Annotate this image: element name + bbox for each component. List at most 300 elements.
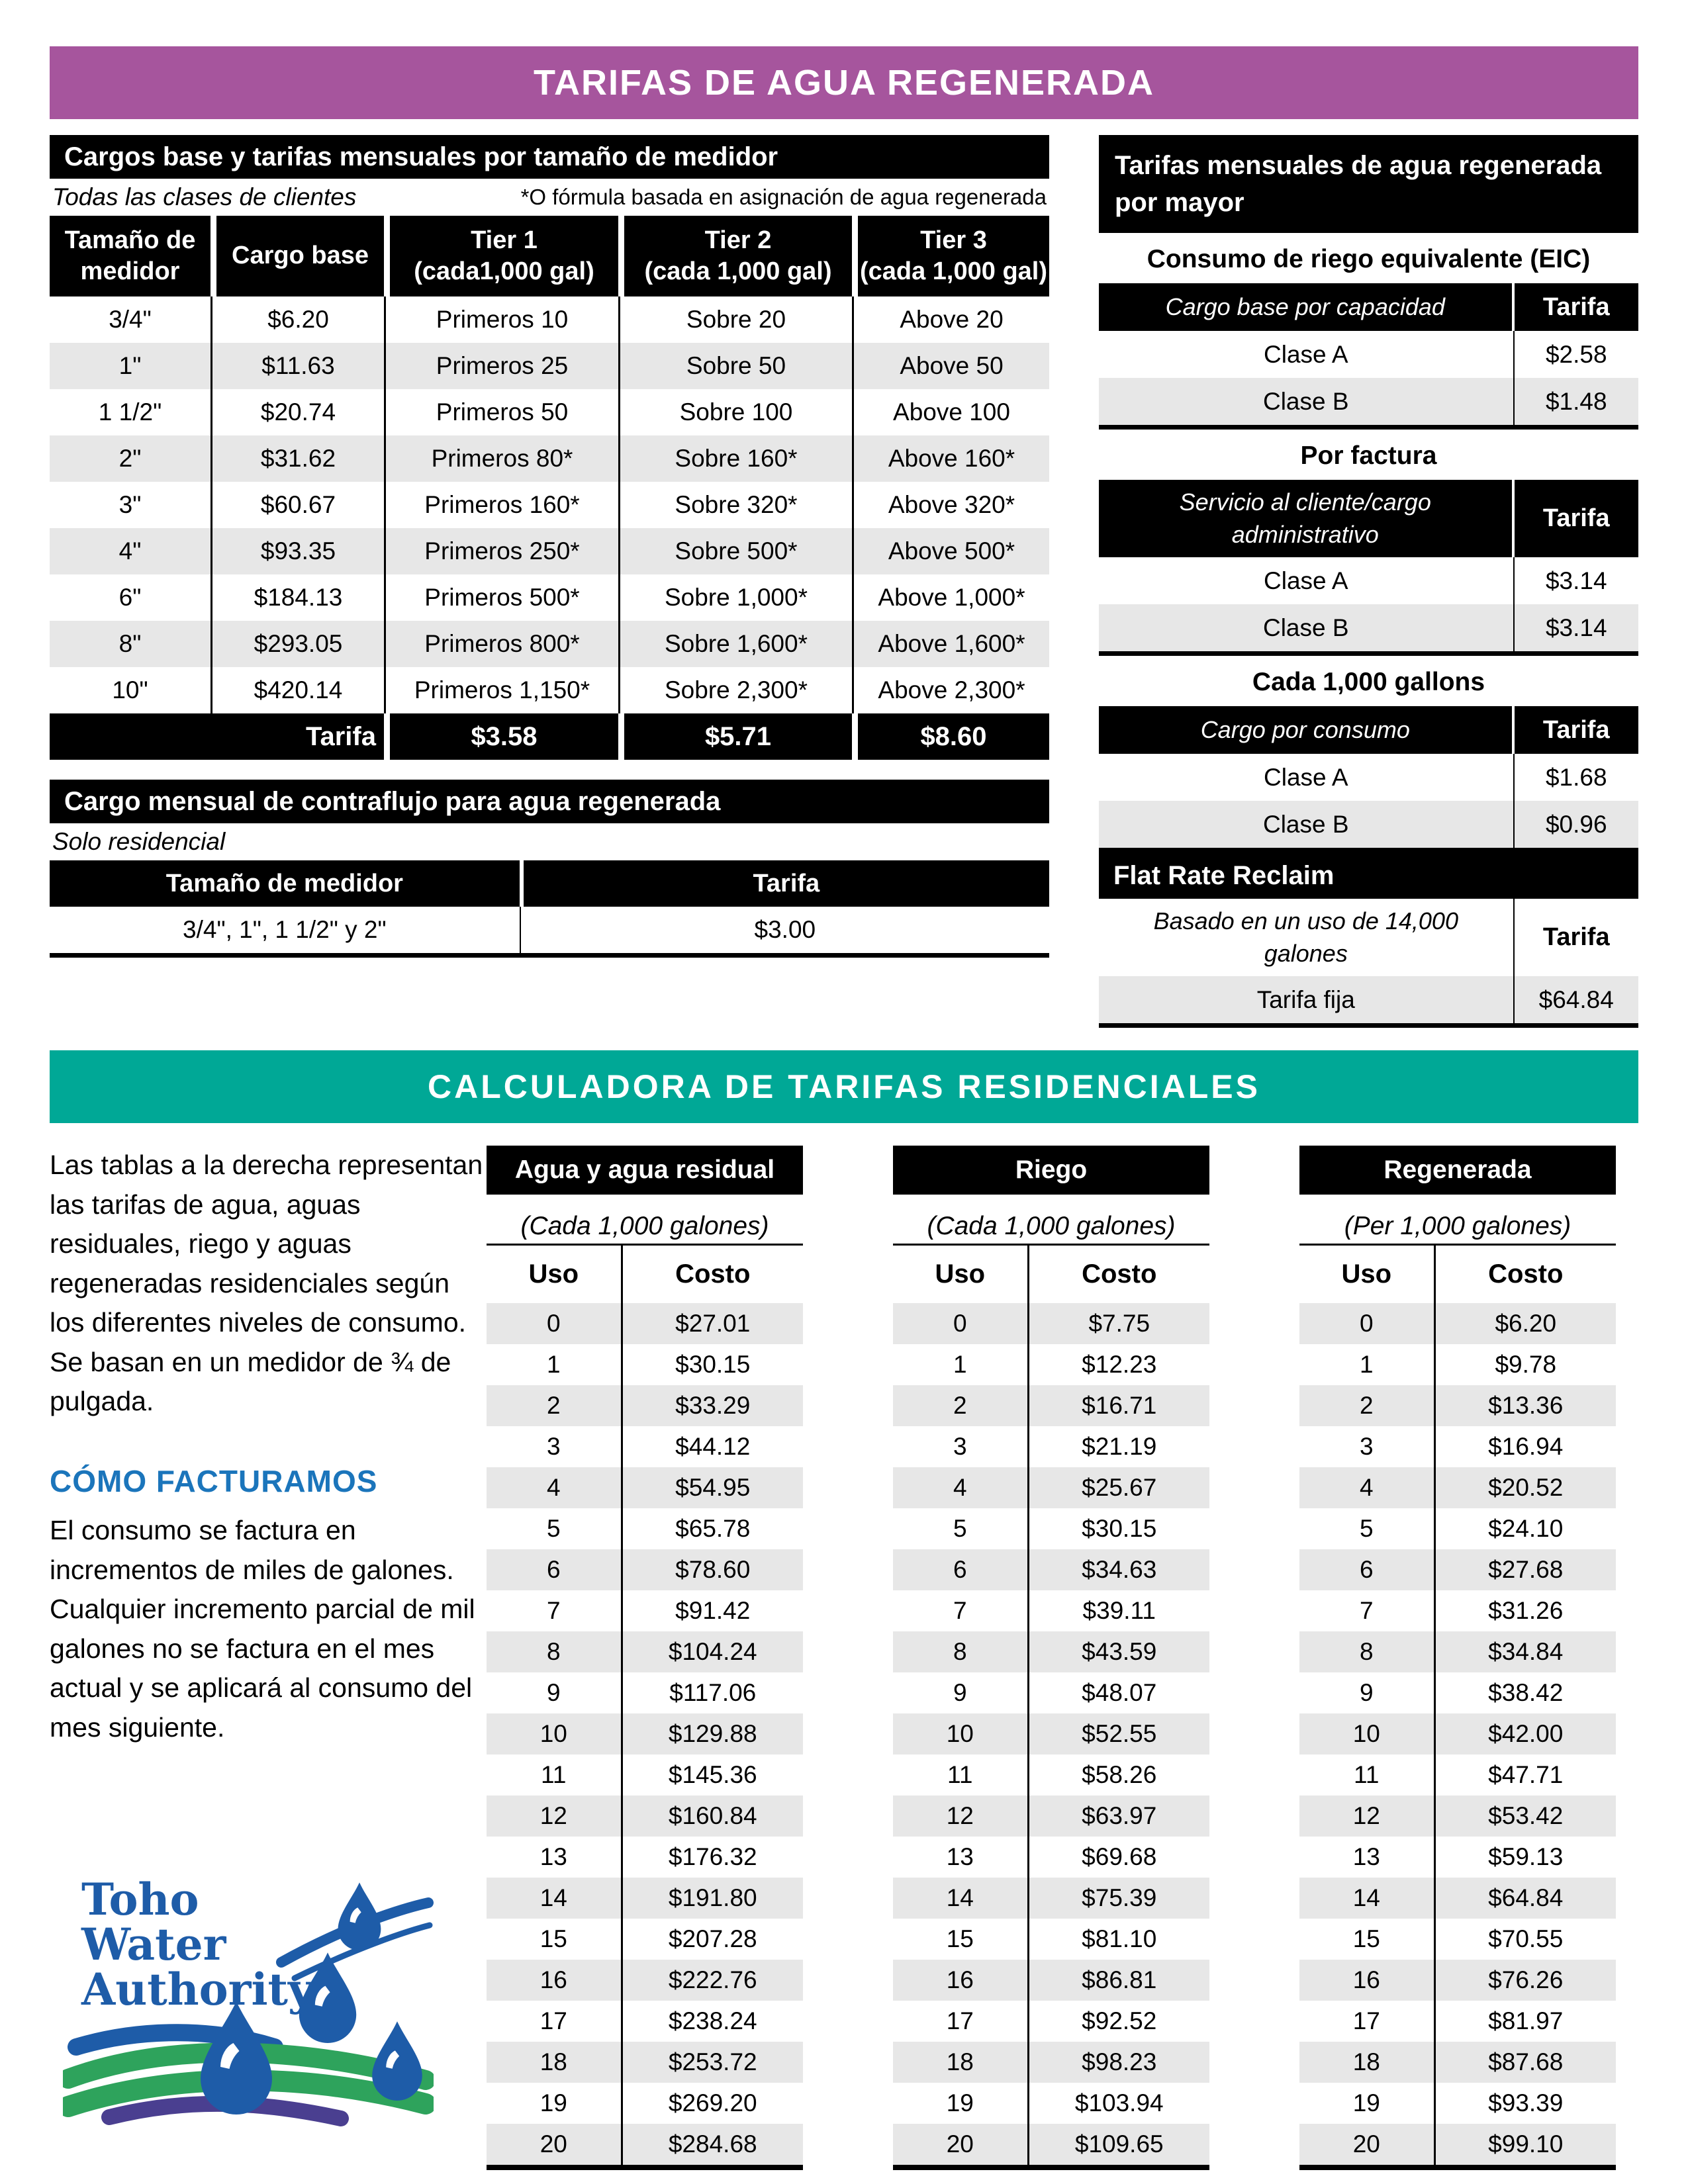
table-cell: Clase B (1099, 378, 1515, 425)
table-row (487, 1713, 803, 1754)
table-cell: 15 (487, 1919, 623, 1960)
table-cell: 1 (487, 1344, 623, 1385)
table-cell: 1" (118, 352, 142, 379)
table-row (893, 1467, 1209, 1508)
base-charges-notes (50, 179, 1049, 216)
table-row (50, 574, 1049, 621)
table-row (893, 1549, 1209, 1590)
table-row (487, 1590, 803, 1631)
table-cell: $87.68 (1488, 2048, 1564, 2076)
reclaimed-header-row: Uso Costo (1299, 1244, 1616, 1303)
table-cell: $269.20 (668, 2089, 757, 2117)
table-row (1299, 1385, 1616, 1426)
table-cell: Above 160* (852, 435, 1049, 482)
table-cell: Sobre 20 (618, 296, 852, 343)
table-cell: 2 (1299, 1385, 1436, 1426)
table-cell: $52.55 (1082, 1720, 1157, 1748)
table-cell: 5 (487, 1508, 623, 1549)
table-cell: 15 (893, 1919, 1029, 1960)
table-cell: $63.97 (1082, 1802, 1157, 1830)
table-cell: $53.42 (1488, 1802, 1564, 1830)
table-cell: $31.26 (1488, 1597, 1564, 1625)
table-cell: 19 (1299, 2083, 1436, 2124)
table-row (1299, 1631, 1616, 1672)
table-cell: $0.96 (1545, 810, 1607, 838)
table-row (893, 1303, 1209, 1344)
table-cell: 8 (487, 1631, 623, 1672)
table-cell: $98.23 (1082, 2048, 1157, 2076)
table-cell: Above 500* (852, 528, 1049, 574)
table-cell: $103.94 (1074, 2089, 1164, 2117)
table-cell: $420.14 (211, 667, 384, 713)
table-cell: 2" (118, 445, 142, 472)
table-cell: $16.71 (1082, 1392, 1157, 1420)
per-1000-gallons-table-body (1099, 754, 1638, 852)
table-cell: Primeros 10 (384, 296, 618, 343)
table-cell: 16 (1299, 1960, 1436, 2001)
water-wastewater-title: Agua y agua residual (487, 1146, 803, 1195)
table-row (1299, 2001, 1616, 2042)
table-row (50, 389, 1049, 435)
table-cell: $30.15 (675, 1351, 751, 1379)
page-title: TARIFAS DE AGUA REGENERADA (533, 63, 1155, 103)
table-cell: $39.11 (1082, 1597, 1156, 1625)
table-cell: $69.68 (1082, 1843, 1157, 1871)
footer-tarifa-label: Tarifa (306, 721, 376, 751)
table-row (893, 1919, 1209, 1960)
table-cell: $191.80 (668, 1884, 757, 1912)
reclaimed-title: Regenerada (1299, 1146, 1616, 1195)
table-cell: $76.26 (1488, 1966, 1564, 1994)
base-charges-header (50, 135, 1049, 179)
table-cell: 3/4", 1", 1 1/2" y 2" (183, 916, 387, 943)
table-row (50, 907, 1049, 953)
table-cell: 1 (1299, 1344, 1436, 1385)
table-row (893, 2042, 1209, 2083)
table-cell: 13 (1299, 1837, 1436, 1878)
table-row (893, 1590, 1209, 1631)
table-cell: $78.60 (675, 1556, 751, 1584)
note-formula: *O fórmula basada en asignación de agua regenerada (520, 185, 1047, 209)
backflow-note-row (50, 823, 1049, 860)
calculator-banner-label: CALCULADORA DE TARIFAS RESIDENCIALES (428, 1068, 1260, 1106)
table-cell: 1 1/2" (98, 398, 162, 426)
table-cell: $109.65 (1074, 2130, 1164, 2158)
irrigation-body (893, 1303, 1209, 2170)
table-cell: $93.35 (211, 528, 384, 574)
table-cell: 10" (112, 676, 148, 704)
table-row (487, 1426, 803, 1467)
table-cell: $1.68 (1545, 763, 1607, 791)
table-cell: 20 (1299, 2124, 1436, 2165)
table-row (487, 1837, 803, 1878)
column-header-tier2: Tier 2 (cada 1,000 gal) (618, 216, 852, 296)
table-row (893, 1878, 1209, 1919)
table-row (50, 667, 1049, 713)
per-1000-gallons-section (1099, 668, 1638, 852)
wholesale-header: Tarifas mensuales de agua regenerada por mayor (1099, 135, 1638, 233)
table-cell: $48.07 (1082, 1679, 1157, 1707)
intro-paragraph: Las tablas a la derecha representan las tarifas de agua, aguas residuales, riego y aguas regeneradas residenciales según los diferentes niveles de consumo. Se basan en un medidor de ¾ de pulgada. (50, 1150, 483, 1416)
table-cell: 9 (487, 1672, 623, 1713)
table-cell: $21.19 (1082, 1433, 1157, 1461)
table-cell: $59.13 (1488, 1843, 1564, 1871)
table-cell: 11 (487, 1754, 623, 1796)
table-cell: $7.75 (1088, 1310, 1150, 1338)
table-row (893, 1837, 1209, 1878)
table-cell: 5 (893, 1508, 1029, 1549)
table-cell: 18 (893, 2042, 1029, 2083)
table-row (50, 482, 1049, 528)
table-cell: 3 (487, 1426, 623, 1467)
backflow-col-size: Tamaño de medidor (165, 869, 403, 897)
table-row (1299, 1754, 1616, 1796)
base-table-header-row (50, 216, 1049, 296)
table-cell: $27.68 (1488, 1556, 1564, 1584)
table-cell: Primeros 25 (384, 343, 618, 389)
table-cell: $27.01 (675, 1310, 751, 1338)
table-cell: Sobre 160* (618, 435, 852, 482)
table-cell: Primeros 500* (384, 574, 618, 621)
flat-rate-table-body (1099, 976, 1638, 1028)
table-cell: 8 (893, 1631, 1029, 1672)
table-cell: 0 (1299, 1303, 1436, 1344)
table-row (1299, 1467, 1616, 1508)
table-cell: Sobre 500* (618, 528, 852, 574)
table-cell: 8 (1299, 1631, 1436, 1672)
table-cell: 0 (487, 1303, 623, 1344)
backflow-col-rate: Tarifa (520, 860, 1049, 907)
table-row (487, 1631, 803, 1672)
table-cell: 7 (1299, 1590, 1436, 1631)
table-cell: 12 (1299, 1796, 1436, 1837)
table-cell: $86.81 (1082, 1966, 1157, 1994)
table-row (1299, 1508, 1616, 1549)
footer-tier3-rate: $8.60 (852, 713, 1049, 760)
table-row (50, 296, 1049, 343)
table-row (1299, 2124, 1616, 2165)
table-row (50, 343, 1049, 389)
table-cell: 7 (487, 1590, 623, 1631)
table-cell: Sobre 50 (618, 343, 852, 389)
table-cell: $160.84 (668, 1802, 757, 1830)
table-cell: Clase B (1099, 801, 1515, 848)
table-cell: 3/4" (109, 306, 152, 333)
table-cell: 6 (1299, 1549, 1436, 1590)
table-cell: 20 (487, 2124, 623, 2165)
table-cell: $207.28 (668, 1925, 757, 1953)
table-cell: 11 (1299, 1754, 1436, 1796)
table-cell: 17 (1299, 2001, 1436, 2042)
footer-tier2-rate: $5.71 (618, 713, 852, 760)
table-cell: 16 (893, 1960, 1029, 2001)
table-row (1299, 2083, 1616, 2124)
table-cell: $104.24 (668, 1638, 757, 1666)
eic-table-body (1099, 331, 1638, 430)
eic-table-header: Cargo base por capacidad Tarifa (1099, 283, 1638, 331)
table-row (487, 1878, 803, 1919)
table-cell: $11.63 (211, 343, 384, 389)
table-cell: 3 (1299, 1426, 1436, 1467)
per-bill-table-body (1099, 557, 1638, 656)
table-cell: 13 (893, 1837, 1029, 1878)
eic-section (1099, 245, 1638, 430)
table-cell: 17 (487, 2001, 623, 2042)
table-cell: 2 (487, 1385, 623, 1426)
table-cell: 5 (1299, 1508, 1436, 1549)
table-cell: $176.32 (668, 1843, 757, 1871)
table-cell: $222.76 (668, 1966, 757, 1994)
table-cell: 15 (1299, 1919, 1436, 1960)
table-row (1299, 1713, 1616, 1754)
table-cell: 18 (1299, 2042, 1436, 2083)
how-we-bill-heading: CÓMO FACTURAMOS (50, 1464, 378, 1499)
backflow-table-body (50, 907, 1049, 958)
table-row (893, 1960, 1209, 2001)
table-cell: $129.88 (668, 1720, 757, 1748)
table-cell: Clase A (1099, 557, 1515, 604)
logo-text-line1: Toho (81, 1874, 199, 1925)
table-row (487, 1796, 803, 1837)
table-cell: 20 (893, 2124, 1029, 2165)
table-cell: $99.10 (1488, 2130, 1564, 2158)
table-cell: $3.14 (1545, 614, 1607, 641)
irrigation-header-row: Uso Costo (893, 1244, 1209, 1303)
column-header-tier3: Tier 3 (cada 1,000 gal) (852, 216, 1049, 296)
table-cell: Clase A (1099, 754, 1515, 801)
table-cell: Above 20 (852, 296, 1049, 343)
table-row (487, 1303, 803, 1344)
table-cell: Sobre 2,300* (618, 667, 852, 713)
irrigation-title: Riego (893, 1146, 1209, 1195)
table-cell: $60.67 (211, 482, 384, 528)
table-row (893, 1426, 1209, 1467)
table-cell: $91.42 (675, 1597, 751, 1625)
table-cell: 9 (893, 1672, 1029, 1713)
flat-rate-table-header: Basado en un uso de 14,000 galones Tarifa (1099, 899, 1638, 976)
logo-text-line2: Water (81, 1919, 226, 1970)
table-cell: $65.78 (675, 1515, 751, 1543)
table-cell: $47.71 (1488, 1761, 1564, 1789)
table-cell: $25.67 (1082, 1474, 1157, 1502)
table-cell: Primeros 160* (384, 482, 618, 528)
table-row (1099, 557, 1638, 604)
table-cell: 16 (487, 1960, 623, 2001)
table-row (1099, 604, 1638, 651)
table-cell: 2 (893, 1385, 1029, 1426)
table-cell: $64.84 (1488, 1884, 1564, 1912)
table-cell: $3.14 (1545, 567, 1607, 594)
table-cell: 7 (893, 1590, 1029, 1631)
base-table-body (50, 296, 1049, 713)
table-cell: Sobre 320* (618, 482, 852, 528)
table-row (893, 1672, 1209, 1713)
table-row (1099, 976, 1638, 1023)
table-cell: $1.48 (1545, 387, 1607, 415)
column-header-tier1: Tier 1 (cada1,000 gal) (384, 216, 618, 296)
table-cell: $93.39 (1488, 2089, 1564, 2117)
reclaimed-body (1299, 1303, 1616, 2170)
table-cell: 6 (487, 1549, 623, 1590)
table-cell: $145.36 (668, 1761, 757, 1789)
table-row (1299, 1878, 1616, 1919)
base-charges-header-label: Cargos base y tarifas mensuales por tamaño de medidor (64, 142, 778, 171)
calculator-banner (50, 1050, 1638, 1123)
table-row (1099, 754, 1638, 801)
base-table-footer-row (50, 713, 1049, 760)
table-row (1099, 378, 1638, 425)
table-cell: 6 (893, 1549, 1029, 1590)
table-cell: 11 (893, 1754, 1029, 1796)
base-charges-column (50, 135, 1049, 1028)
table-cell: 13 (487, 1837, 623, 1878)
table-cell: 4 (487, 1467, 623, 1508)
table-cell: 18 (487, 2042, 623, 2083)
table-row (1299, 1837, 1616, 1878)
column-header-base-charge: Cargo base (211, 216, 384, 296)
table-row (487, 2083, 803, 2124)
table-row (1299, 2042, 1616, 2083)
table-cell: Above 1,600* (852, 621, 1049, 667)
table-cell: 14 (893, 1878, 1029, 1919)
table-row (487, 1344, 803, 1385)
table-cell: $81.97 (1488, 2007, 1564, 2035)
table-cell: Above 50 (852, 343, 1049, 389)
table-cell: 0 (893, 1303, 1029, 1344)
table-cell: 10 (1299, 1713, 1436, 1754)
footer-tier1-rate: $3.58 (384, 713, 618, 760)
table-row (487, 1919, 803, 1960)
table-cell: $12.23 (1082, 1351, 1157, 1379)
reclaimed-subtitle: (Per 1,000 galones) (1344, 1212, 1571, 1241)
per-bill-title: Por factura (1300, 441, 1437, 470)
backflow-table-header (50, 860, 1049, 907)
table-cell: $3.00 (520, 907, 1049, 953)
table-row (1299, 1590, 1616, 1631)
table-cell: $20.74 (211, 389, 384, 435)
table-cell: $117.06 (669, 1679, 757, 1707)
water-wastewater-subtitle: (Cada 1,000 galones) (520, 1212, 769, 1241)
table-row (1299, 1549, 1616, 1590)
table-cell: Primeros 50 (384, 389, 618, 435)
table-row (893, 2001, 1209, 2042)
table-cell: $44.12 (675, 1433, 751, 1461)
table-row (893, 1631, 1209, 1672)
table-row (487, 1672, 803, 1713)
table-cell: Tarifa fija (1099, 976, 1515, 1023)
table-cell: 3" (118, 491, 142, 518)
table-row (1299, 1919, 1616, 1960)
table-cell: 8" (118, 630, 142, 657)
table-cell: $38.42 (1488, 1679, 1564, 1707)
note-all-customer-classes: Todas las clases de clientes (52, 183, 357, 210)
table-cell: $42.00 (1488, 1720, 1564, 1748)
table-cell: 12 (487, 1796, 623, 1837)
table-cell: $20.52 (1488, 1474, 1564, 1502)
reclaimed-table (1299, 1146, 1616, 2170)
table-row (487, 1508, 803, 1549)
table-cell: $2.58 (1545, 340, 1607, 368)
table-cell: Above 320* (852, 482, 1049, 528)
table-row (1299, 1960, 1616, 2001)
table-cell: Sobre 1,000* (618, 574, 852, 621)
table-cell: $284.68 (668, 2130, 757, 2158)
flat-rate-section (1099, 852, 1638, 1028)
table-cell: Above 100 (852, 389, 1049, 435)
note-residential-only: Solo residencial (52, 828, 226, 855)
table-row (50, 621, 1049, 667)
per-1000-gallons-table-header: Cargo por consumo Tarifa (1099, 706, 1638, 754)
per-bill-table-header: Servicio al cliente/cargo administrativo Tarifa (1099, 480, 1638, 557)
table-cell: $34.63 (1082, 1556, 1157, 1584)
backflow-section (50, 780, 1049, 958)
table-cell: Above 1,000* (852, 574, 1049, 621)
table-row (893, 1796, 1209, 1837)
eic-title: Consumo de riego equivalente (EIC) (1147, 245, 1591, 273)
wholesale-column (1099, 135, 1638, 1028)
table-cell: $24.10 (1488, 1515, 1564, 1543)
table-cell: Sobre 1,600* (618, 621, 852, 667)
backflow-header: Cargo mensual de contraflujo para agua regenerada (50, 780, 1049, 823)
water-wastewater-table (487, 1146, 803, 2170)
logo-text-line3: Authority (81, 1964, 314, 2015)
table-cell: $70.55 (1488, 1925, 1564, 1953)
table-cell: 14 (487, 1878, 623, 1919)
table-row (487, 1549, 803, 1590)
per-1000-gallons-title: Cada 1,000 gallons (1252, 668, 1485, 697)
table-cell: Above 2,300* (852, 667, 1049, 713)
water-drop-icon (338, 1882, 381, 1950)
table-cell: $184.13 (211, 574, 384, 621)
table-cell: $54.95 (675, 1474, 751, 1502)
table-cell: $75.39 (1082, 1884, 1157, 1912)
table-cell: $30.15 (1082, 1515, 1157, 1543)
table-row (893, 2124, 1209, 2165)
table-cell: $293.05 (211, 621, 384, 667)
table-row (1299, 1672, 1616, 1713)
table-cell: 1 (893, 1344, 1029, 1385)
table-row (1299, 1426, 1616, 1467)
table-cell: 19 (893, 2083, 1029, 2124)
irrigation-subtitle: (Cada 1,000 galones) (927, 1212, 1176, 1241)
table-row (487, 2001, 803, 2042)
table-cell: $13.36 (1488, 1392, 1564, 1420)
irrigation-table (893, 1146, 1209, 2170)
table-row (893, 1508, 1209, 1549)
table-cell: 10 (893, 1713, 1029, 1754)
top-section (50, 135, 1638, 1028)
table-row (893, 1385, 1209, 1426)
table-row (1299, 1344, 1616, 1385)
table-cell: 14 (1299, 1878, 1436, 1919)
table-cell: Primeros 80* (384, 435, 618, 482)
table-cell: 19 (487, 2083, 623, 2124)
table-cell: 4 (893, 1467, 1029, 1508)
table-cell: $238.24 (668, 2007, 757, 2035)
table-cell: Clase A (1099, 331, 1515, 378)
table-cell: Primeros 250* (384, 528, 618, 574)
table-cell: 17 (893, 2001, 1029, 2042)
table-cell: 9 (1299, 1672, 1436, 1713)
table-cell: 10 (487, 1713, 623, 1754)
table-row (1099, 331, 1638, 378)
how-we-bill-paragraph: El consumo se factura en incrementos de miles de galones. Cualquier incremento parcial de mil galones no se factura en el mes actual y se aplicará al consumo del mes siguiente. (50, 1515, 475, 1743)
table-row (893, 2083, 1209, 2124)
table-cell: 4" (118, 537, 142, 565)
table-row (893, 1754, 1209, 1796)
table-cell: $92.52 (1082, 2007, 1157, 2035)
table-row (487, 2124, 803, 2165)
